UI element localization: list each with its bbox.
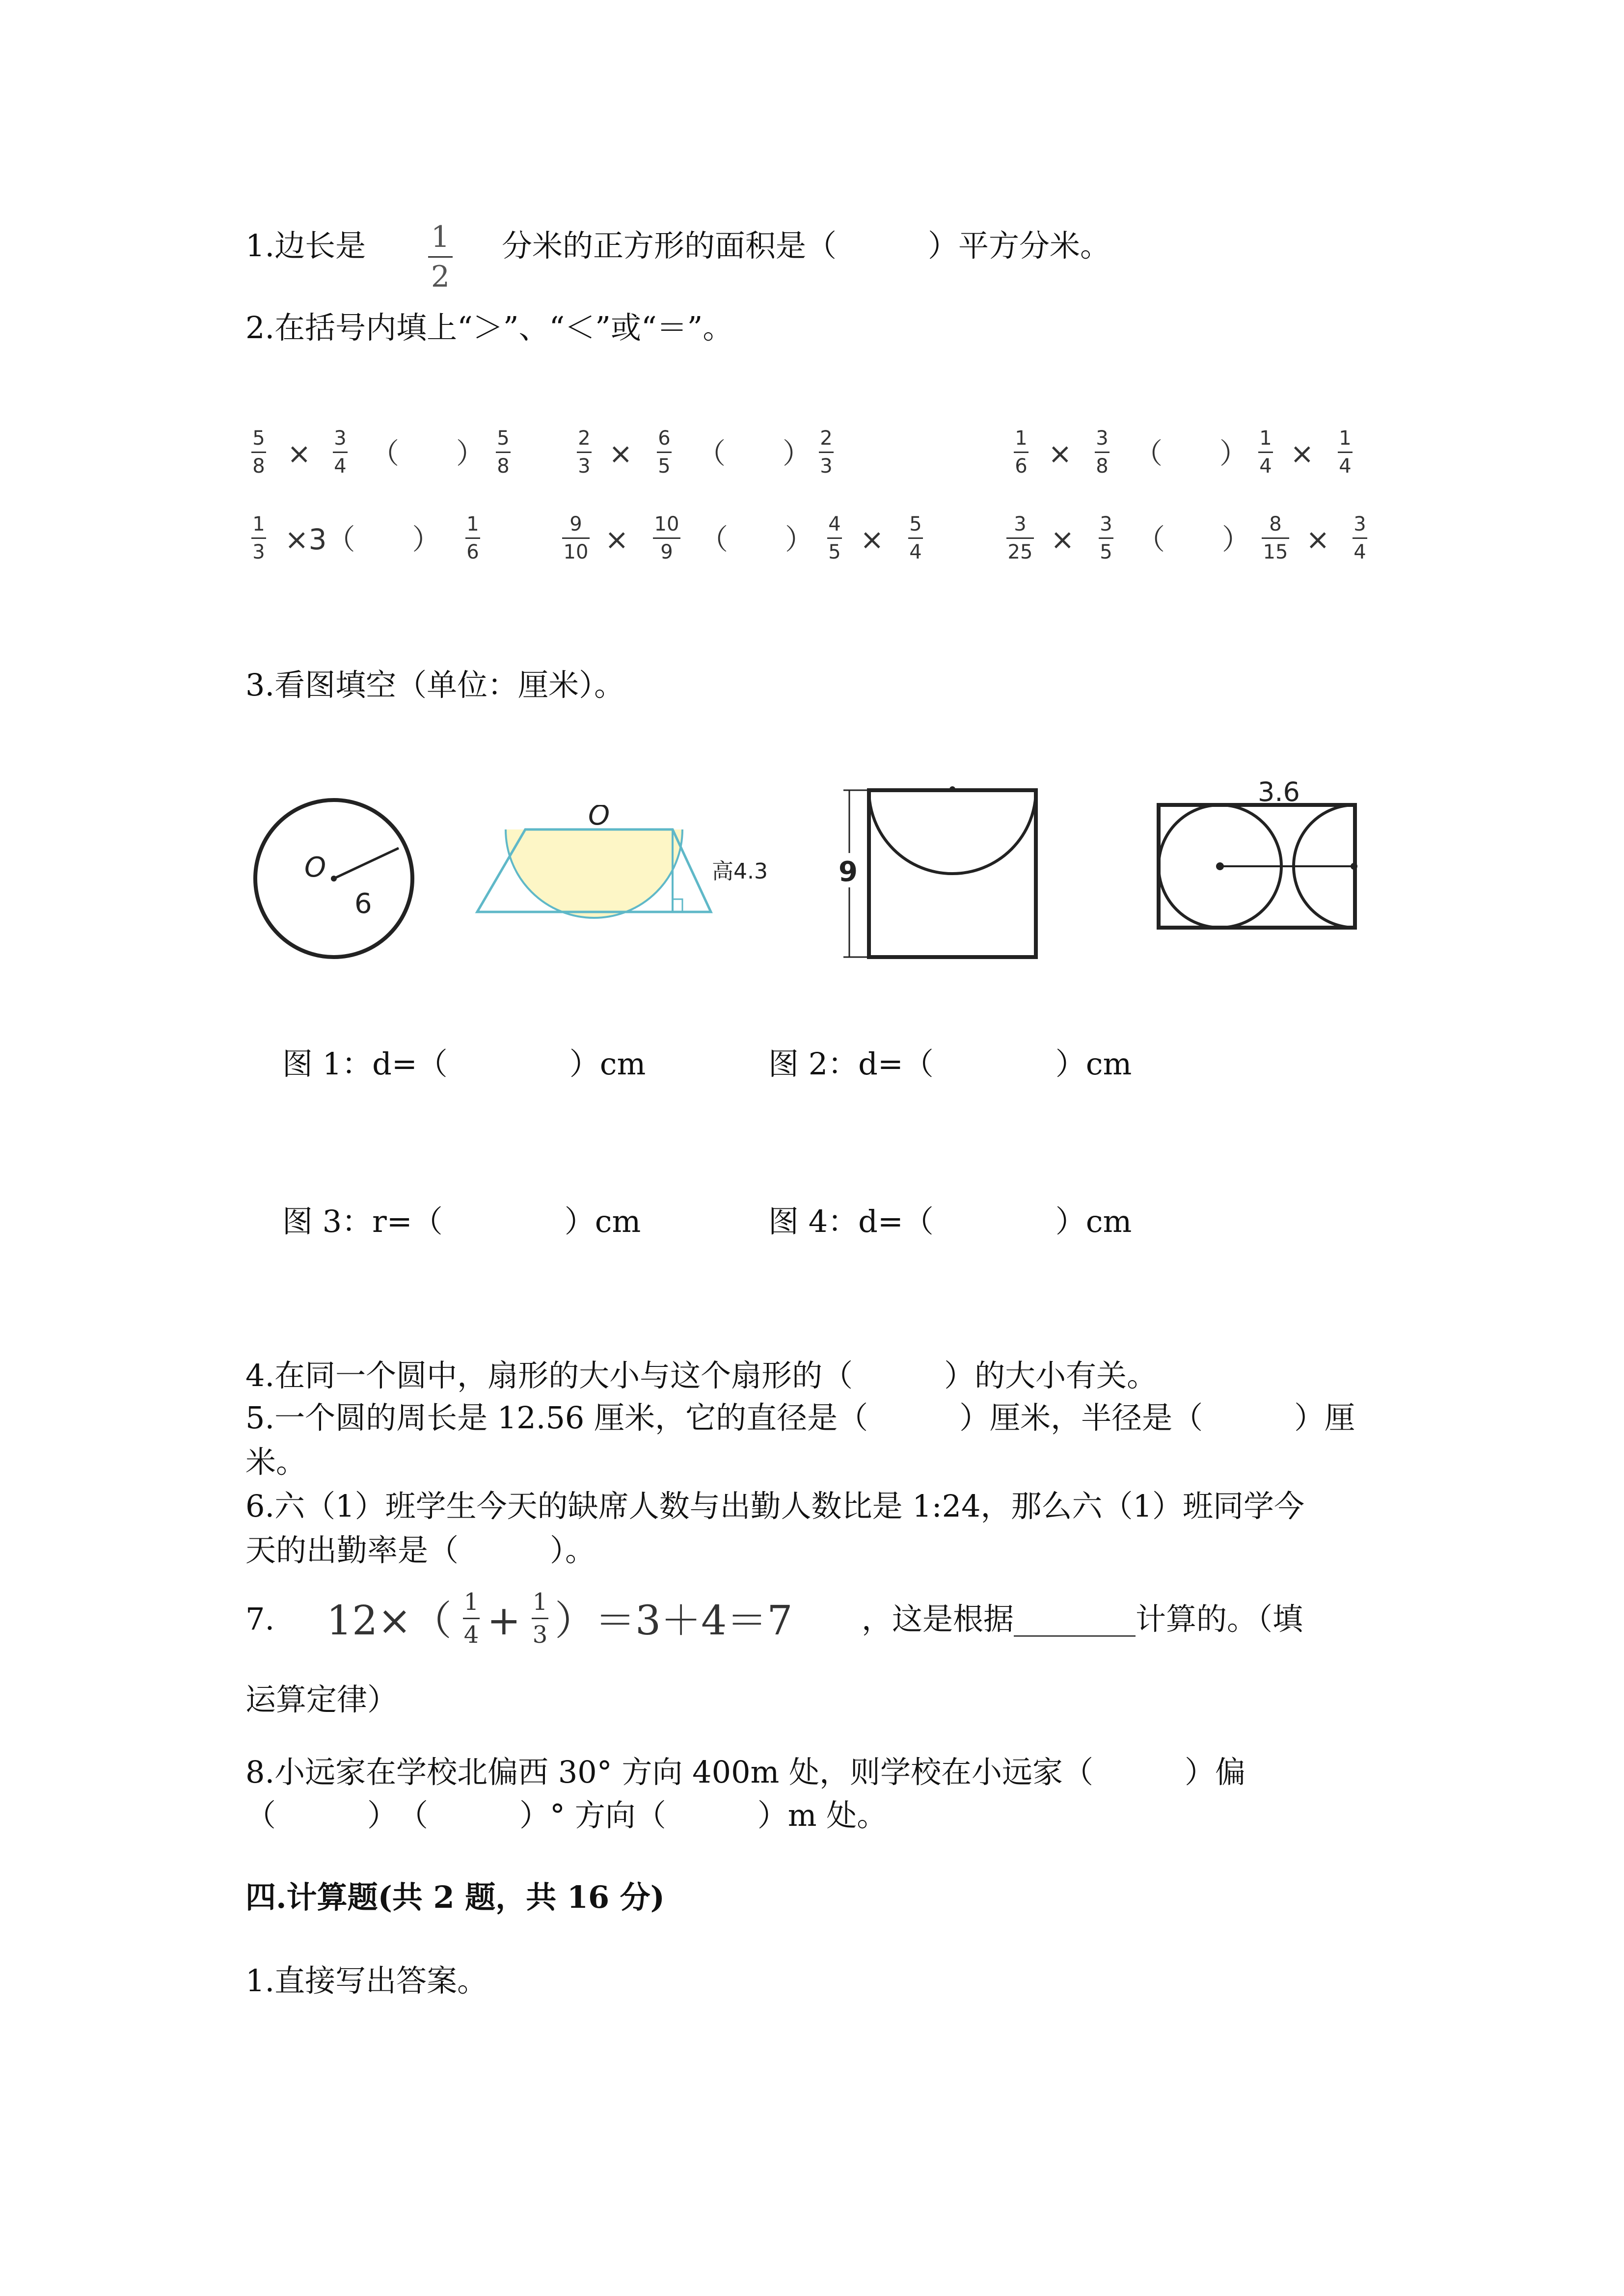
q7-suffix: ，这是根据________计算的。（填 [862,1601,1303,1637]
times-three-blank: ×3（ ） [285,523,441,556]
q1-suffix: 分米的正方形的面积是（ ）平方分米。 [502,228,1111,264]
fraction: 1 6 [1014,427,1029,478]
times-sign: × [609,437,633,470]
fraction: 5 8 [496,427,511,478]
center-point [331,876,337,881]
blank-parentheses: （ ） [697,437,812,470]
fraction: 2 3 [577,427,592,478]
times-sign: × [287,437,311,470]
fraction: 1 3 [251,513,266,563]
q5-line-2: 米。 [245,1444,307,1480]
q8-line-2: （ ） （ ）° 方向（ ）m 处。 [245,1797,888,1833]
edge-point [1351,863,1357,870]
fraction: 1 4 [463,1588,479,1649]
answer-fig-3: 图 3：r=（ ）cm [282,1203,641,1239]
semicircle-arc [869,790,1036,874]
fraction: 3 4 [1353,513,1367,563]
answer-fig-1: 图 1：d=（ ）cm [282,1046,646,1082]
height-label: 高4.3 [712,859,768,884]
fraction: 5 4 [908,513,923,563]
fraction: 5 8 [251,427,266,478]
q5-line-1: 5.一个圆的周长是 12.56 厘米，它的直径是（ ）厘米，半径是（ ）厘 [245,1400,1355,1436]
answer-fig-4: 图 4：d=（ ）cm [768,1203,1132,1239]
q7-expression-start: 12×（ [326,1598,452,1644]
q3-text: 3.看图填空（单位：厘米）。 [245,667,625,703]
fraction: 10 9 [653,513,680,563]
fraction: 4 5 [827,513,842,563]
calc-question-1: 1.直接写出答案。 [245,1963,488,1999]
times-sign: × [1048,437,1072,470]
blank-parentheses: （ ） [1134,437,1248,470]
q1-fraction: 1 2 [428,220,453,294]
blank-parentheses: （ ） [700,523,814,556]
fraction: 1 4 [1338,427,1353,478]
q7-number: 7. [245,1601,275,1637]
q8-line-1: 8.小远家在学校北偏西 30° 方向 400m 处，则学校在小远家（ ）偏 [245,1754,1246,1790]
fraction: 1 4 [1258,427,1273,478]
radius-line [334,848,399,879]
figure-1-circle [245,790,422,967]
q4-text: 4.在同一个圆中，扇形的大小与这个扇形的（ ）的大小有关。 [245,1358,1158,1393]
q2-text: 2.在括号内填上“＞”、“＜”或“＝”。 [245,310,733,346]
fraction: 3 5 [1099,513,1113,563]
center-point [949,786,955,792]
q7-expression-end: ）＝3＋4＝7 [555,1598,793,1644]
times-sign: × [605,523,629,556]
blank-parentheses: （ ） [1137,523,1251,556]
answer-fig-2: 图 2：d=（ ）cm [768,1046,1132,1082]
section-title: 四.计算题(共 2 题，共 16 分) [245,1879,665,1915]
center-label: O [588,805,610,831]
fraction: 6 5 [657,427,672,478]
plus-sign: + [487,1598,521,1644]
fraction: 3 8 [1095,427,1110,478]
fraction: 1 6 [465,513,480,563]
q7-line-2: 运算定律） [245,1682,398,1717]
semicircle-fill [506,829,682,918]
times-sign: × [860,523,884,556]
fraction: 1 3 [532,1588,548,1649]
fraction: 3 4 [333,427,348,478]
top-label: 3.6 [1258,776,1300,807]
q6-line-1: 6.六（1）班学生今天的缺席人数与出勤人数比是 1:24，那么六（1）班同学今 [245,1488,1304,1524]
q1-prefix: 1.边长是 [245,228,366,264]
center-label: O [304,852,326,883]
figure-3-square [830,775,1046,967]
side-label: 9 [839,856,858,888]
fraction: 3 25 [1006,513,1034,563]
fraction: 8 15 [1262,513,1289,563]
fraction: 2 3 [819,427,834,478]
times-sign: × [1051,523,1075,556]
fraction: 9 10 [562,513,590,563]
figure-4-rectangle [1149,775,1365,942]
center-point [1216,862,1224,870]
times-sign: × [1290,437,1314,470]
blank-parentheses: （ ） [371,437,485,470]
q6-line-2: 天的出勤率是（ ）。 [245,1532,596,1568]
times-sign: × [1306,523,1330,556]
radius-label: 6 [354,888,372,920]
figure-2-trapezoid [471,805,785,923]
right-angle-mark [673,899,682,912]
